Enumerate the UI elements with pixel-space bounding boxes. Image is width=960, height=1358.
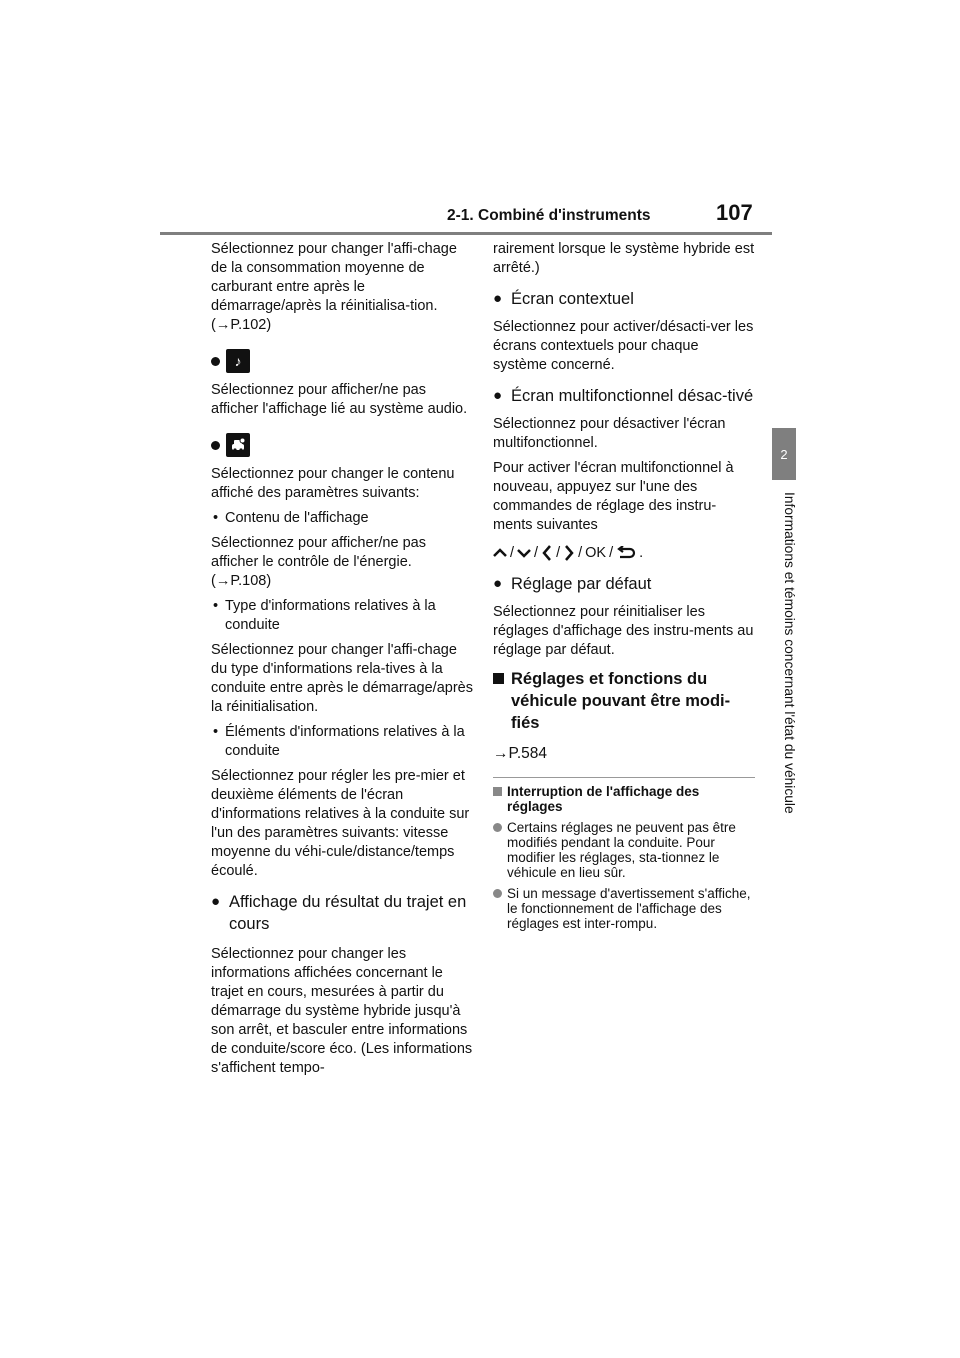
square-bullet-icon: [493, 673, 504, 684]
default-heading-text: Réglage par défaut: [511, 575, 652, 593]
bullet-dot-icon: [211, 357, 220, 366]
header-rule: [160, 232, 772, 235]
square-bullet-icon: [493, 787, 502, 796]
audio-text: Sélectionnez pour afficher/ne pas afficher l'affichage lié au système audio.: [211, 382, 468, 417]
chapter-tab: [772, 428, 796, 480]
list-item-text: Sélectionnez pour régler les pre-mier et deuxième éléments de l'écran d'informations relatives à la conduite sur l'un des paramètres suivants: vitesse moyenne du véhi-cule/distance/temps écoulé.: [211, 768, 470, 879]
heading-bullet: ●: [493, 290, 503, 307]
list-bullet: •: [213, 724, 219, 740]
ok-button-label: OK: [585, 545, 607, 561]
multi-text: Sélectionnez pour désactiver l'écran multifonctionnel.: [493, 416, 726, 451]
list-item-label: Contenu de l'affichage: [225, 510, 369, 526]
multi-heading-text: Écran multifonctionnel désac-tivé: [511, 387, 754, 405]
heading-bullet: ●: [493, 575, 503, 592]
list-item-label: Type d'informations relatives à la conduite: [225, 598, 436, 633]
trip-heading-text: Affichage du résultat du trajet en cours: [229, 893, 467, 933]
left-column: [211, 240, 473, 1078]
chevron-up-icon: [493, 547, 507, 559]
right-column: [493, 240, 755, 931]
intro-paragraph: Sélectionnez pour changer l'affi-chage de la consommation moyenne de carburant entre après le démarrage/après la réinitialisa-tion. (→P.102): [211, 241, 457, 333]
audio-item: [211, 347, 473, 375]
note-text: Certains réglages ne peuvent pas être modifiés pendant la conduite. Pour modifier les réglages, sta-tionnez le véhicule en lieu sûr.: [507, 820, 736, 880]
vehicle-text: Sélectionnez pour changer le contenu affiché des paramètres suivants:: [211, 466, 455, 501]
separator: /: [578, 545, 583, 561]
multi-text-2: Pour activer l'écran multifonctionnel à nouveau, appuyez sur l'une des commandes de réglage des instru-ments suivantes: [493, 460, 734, 533]
chevron-right-icon: [563, 545, 575, 561]
back-arrow-icon: [616, 546, 636, 560]
separator: /: [556, 545, 561, 561]
list-bullet: •: [213, 598, 219, 614]
vehicle-item: [211, 431, 473, 459]
chevron-down-icon: [517, 547, 531, 559]
settings-reference: →P.584: [493, 745, 548, 762]
settings-heading: [493, 668, 755, 734]
multi-heading: [493, 385, 755, 407]
default-text: Sélectionnez pour réinitialiser les réglages d'affichage des instru-ments au réglage par défaut.: [493, 604, 754, 658]
note-item: [493, 820, 755, 880]
trip-heading: [211, 891, 473, 935]
circle-bullet-icon: [493, 889, 502, 898]
section-title: 2-1. Combiné d'instruments: [447, 207, 651, 224]
page-number: 107: [716, 200, 753, 225]
divider: [493, 777, 755, 778]
list-item: [211, 723, 473, 761]
popup-text: Sélectionnez pour activer/désacti-ver les écrans contextuels pour chaque système concerné.: [493, 319, 754, 373]
heading-bullet: ●: [211, 893, 221, 910]
trip-continued-text: rairement lorsque le système hybride est arrêté.): [493, 241, 755, 276]
chevron-left-icon: [541, 545, 553, 561]
separator: /: [609, 545, 614, 561]
popup-heading: [493, 288, 755, 310]
bullet-dot-icon: [211, 441, 220, 450]
list-item-label: Éléments d'informations relatives à la conduite: [225, 724, 465, 759]
heading-bullet: ●: [493, 387, 503, 404]
chapter-tab-number: 2: [780, 446, 788, 462]
period: .: [639, 545, 644, 561]
default-heading: [493, 573, 755, 595]
settings-heading-text: Réglages et fonctions du véhicule pouvant être modi-fiés: [511, 670, 731, 732]
circle-bullet-icon: [493, 823, 502, 832]
music-note-icon: ♪: [226, 349, 250, 373]
note-heading: [493, 784, 755, 814]
chapter-side-title: Informations et témoins concernant l'état du véhicule: [782, 492, 797, 814]
list-item: [211, 509, 473, 528]
note-text: Si un message d'avertissement s'affiche, le fonctionnement de l'affichage des réglages est inter-rompu.: [507, 886, 751, 931]
list-item-text: Sélectionnez pour afficher/ne pas afficher le contrôle de l'énergie. (→P.108): [211, 535, 426, 589]
note-item: [493, 886, 755, 931]
separator: /: [510, 545, 515, 561]
list-bullet: •: [213, 510, 219, 526]
separator: /: [534, 545, 539, 561]
list-item: [211, 597, 473, 635]
note-heading-text: Interruption de l'affichage des réglages: [507, 784, 700, 814]
trip-text: Sélectionnez pour changer les informations affichées concernant le trajet en cours, mesurées à partir du démarrage du système hybride jusqu'à son arrêt, et basculer entre informations de conduite/score éco. (Les informations s'affichent tempo-: [211, 946, 473, 1076]
control-buttons-row: [493, 543, 755, 563]
list-item-text: Sélectionnez pour changer l'affi-chage du type d'informations rela-tives à la conduite entre après le démarrage/après la réinitialisation.: [211, 642, 473, 715]
vehicle-settings-icon: [226, 433, 250, 457]
popup-heading-text: Écran contextuel: [511, 290, 634, 308]
